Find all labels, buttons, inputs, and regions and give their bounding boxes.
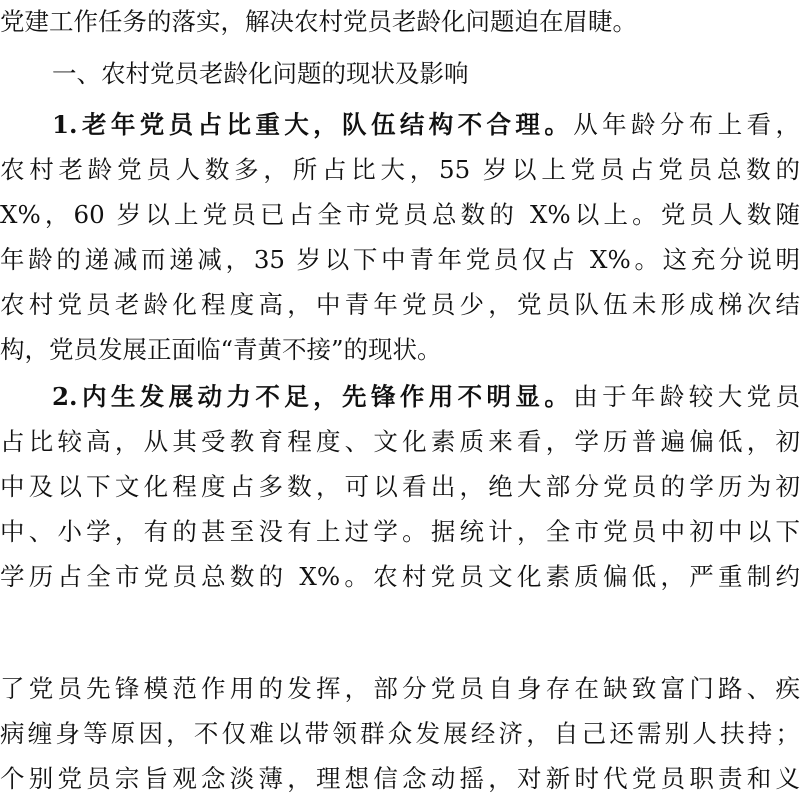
text-line: 年龄的递减而递减，35 岁以下中青年党员仅占 X%。这充分说明: [0, 245, 800, 274]
paragraph-1-lead-rest: 从年龄分布上看，: [573, 110, 800, 139]
paragraph-2-lead-rest: 由于年龄较大党员: [573, 382, 800, 411]
text-line: 中及以下文化程度占多数，可以看出，绝大部分党员的学历为初: [0, 472, 800, 501]
text-line: 病缠身等原因，不仅难以带领群众发展经济，自己还需别人扶持；: [0, 719, 800, 748]
text-line: 占比较高，从其受教育程度、文化素质来看，学历普遍偏低，初: [0, 427, 800, 456]
section-heading: 一、农村党员老龄化问题的现状及影响: [52, 59, 469, 88]
text-line: 党建工作任务的落实，解决农村党员老龄化问题迫在眉睫。: [0, 7, 637, 36]
paragraph-1-first-line: [0, 103, 800, 147]
text-line: 农村党员老龄化程度高，中青年党员少，党员队伍未形成梯次结: [0, 290, 800, 319]
paragraph-1-lead: 1.老年党员占比重大，队伍结构不合理。: [52, 110, 574, 139]
text-line: X%，60 岁以上党员已占全市党员总数的 X%以上。党员人数随: [0, 200, 800, 229]
text-line: 了党员先锋模范作用的发挥，部分党员自身存在缺致富门路、疾: [0, 674, 800, 703]
paragraph-2-first-line: [0, 375, 800, 419]
text-line: 学历占全市党员总数的 X%。农村党员文化素质偏低，严重制约: [0, 562, 800, 591]
text-line: 中、小学，有的甚至没有上过学。据统计，全市党员中初中以下: [0, 517, 800, 546]
paragraph-2-lead: 2.内生发展动力不足，先锋作用不明显。: [52, 382, 574, 411]
text-line: 个别党员宗旨观念淡薄，理想信念动摇，对新时代党员职责和义: [0, 764, 800, 793]
text-line: 构，党员发展正面临“青黄不接”的现状。: [0, 335, 442, 364]
text-line: 农村老龄党员人数多，所占比大，55 岁以上党员占党员总数的: [0, 155, 800, 184]
